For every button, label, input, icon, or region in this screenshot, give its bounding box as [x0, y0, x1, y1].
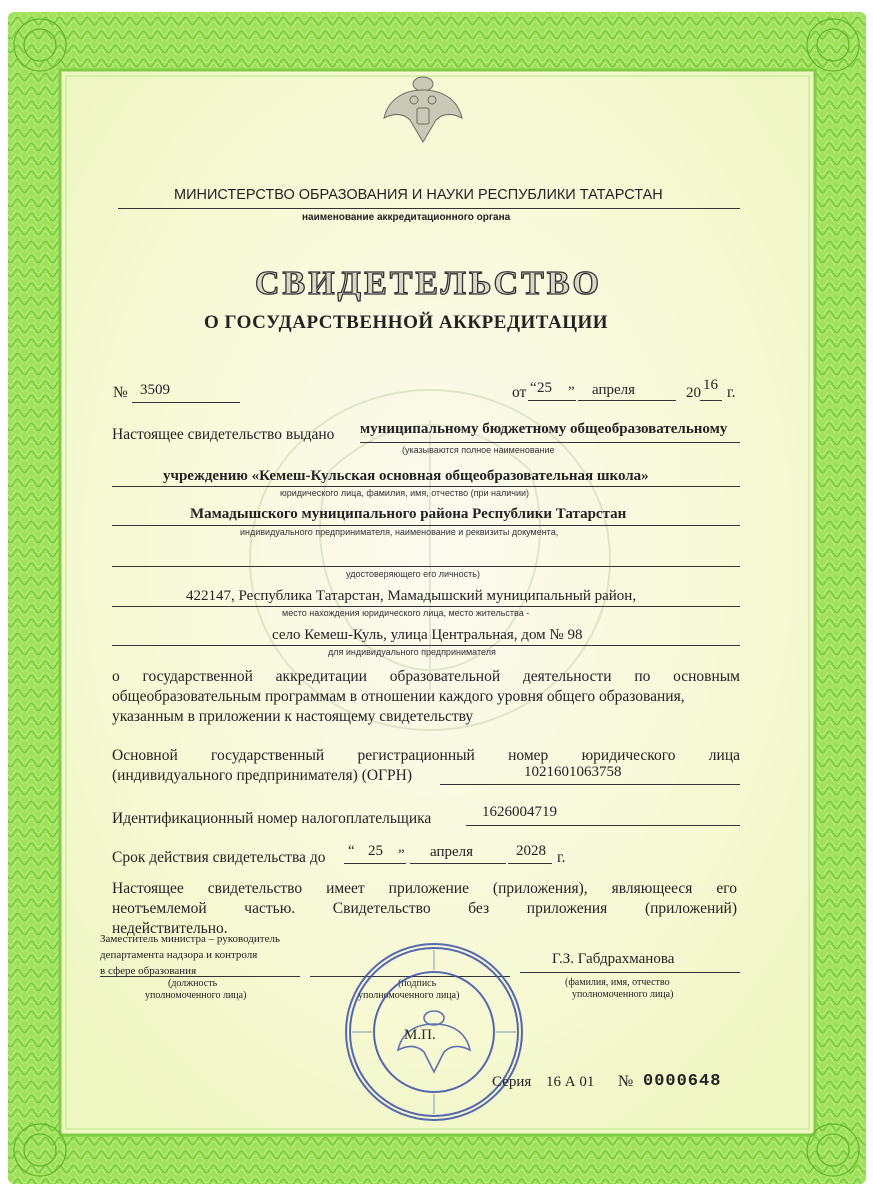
- validity-day-underline: [344, 863, 406, 864]
- address-underline-1: [112, 606, 740, 607]
- validity-day: 25: [368, 843, 383, 859]
- purpose-line-1: о государственной аккредитации образовательной деятельности по основным: [112, 668, 740, 685]
- position-underline: [100, 976, 300, 977]
- inn-value: 1626004719: [482, 804, 557, 820]
- appendix-line-2: неотъемлемой частью. Свидетельство без приложения (приложений): [112, 900, 737, 917]
- year-unit: г.: [727, 384, 736, 401]
- issuing-organ: МИНИСТЕРСТВО ОБРАЗОВАНИЯ И НАУКИ РЕСПУБЛИКИ ТАТАРСТАН: [174, 187, 663, 203]
- signer-position-2: департамента надзора и контроля: [100, 949, 258, 961]
- document-title: СВИДЕТЕЛЬСТВО: [255, 265, 602, 302]
- recipient-underline-2: [112, 486, 740, 487]
- series-number: 0000648: [643, 1072, 722, 1091]
- recipient-line-2: учреждению «Кемеш-Кульская основная общеобразовательная школа»: [163, 468, 649, 484]
- date-quote-open: “: [530, 380, 537, 396]
- validity-quote-close: ”: [398, 847, 405, 863]
- purpose-line-2: общеобразовательным программам в отношении каждого уровня общего образования,: [112, 688, 685, 705]
- ogrn-value: 1021601063758: [524, 764, 622, 780]
- recipient-underline-1: [360, 442, 740, 443]
- date-quote-close: ”: [568, 384, 575, 400]
- day-underline: [528, 400, 576, 401]
- recipient-line-1: муниципальному бюджетному общеобразовательному: [360, 421, 728, 437]
- validity-quote-open: “: [348, 843, 355, 859]
- name-underline: [520, 972, 740, 973]
- signer-position-1: Заместитель министра – руководитель: [100, 933, 280, 945]
- signer-position-3: в сфере образования: [100, 965, 197, 977]
- series-value: 16 А 01: [546, 1074, 595, 1090]
- position-caption-1: (должность: [168, 978, 218, 989]
- address-caption-2: для индивидуального предпринимателя: [328, 647, 496, 657]
- recipient-caption-2: юридического лица, фамилия, имя, отчество (при наличии): [280, 488, 530, 498]
- inn-label: Идентификационный номер налогоплательщика: [112, 810, 432, 827]
- validity-month-underline: [410, 863, 506, 864]
- validity-unit: г.: [557, 849, 566, 866]
- inn-underline: [466, 825, 740, 826]
- date-from-label: от: [512, 384, 527, 401]
- number-label: №: [113, 384, 128, 401]
- signature-caption-2: уполномоченного лица): [358, 990, 460, 1001]
- issued-to-label: Настоящее свидетельство выдано: [112, 426, 335, 443]
- coat-of-arms-icon: [378, 70, 468, 150]
- organ-underline: [118, 208, 740, 209]
- month-underline: [578, 400, 676, 401]
- validity-year-underline: [508, 863, 552, 864]
- address-line-2: село Кемеш-Куль, улица Центральная, дом № 98: [272, 627, 583, 643]
- purpose-line-3: указанным в приложении к настоящему свидетельству: [112, 708, 474, 725]
- name-caption-1: (фамилия, имя, отчество: [565, 977, 670, 988]
- appendix-line-1: Настоящее свидетельство имеет приложение (приложения), являющееся его: [112, 880, 737, 897]
- validity-label: Срок действия свидетельства до: [112, 849, 326, 866]
- series-number-label: №: [618, 1073, 634, 1090]
- number-underline: [132, 402, 240, 403]
- address-caption-1: место нахождения юридического лица, место жительства -: [282, 608, 530, 618]
- issue-year-prefix: 20: [686, 385, 701, 401]
- address-underline-2: [112, 645, 740, 646]
- organ-caption: наименование аккредитационного органа: [302, 212, 511, 223]
- appendix-line-3: недействительно.: [112, 920, 228, 937]
- validity-year: 2028: [516, 843, 546, 859]
- ogrn-label: (индивидуального предпринимателя) (ОГРН): [112, 767, 413, 784]
- recipient-underline-3: [112, 525, 740, 526]
- ogrn-line-1: Основной государственный регистрационный номер юридического лица: [112, 747, 740, 764]
- recipient-caption-3: индивидуального предпринимателя, наименование и реквизиты документа,: [240, 527, 559, 537]
- certificate-number: 3509: [140, 382, 170, 398]
- signer-name: Г.З. Габдрахманова: [552, 951, 675, 967]
- recipient-line-3: Мамадышского муниципального района Республики Татарстан: [190, 506, 627, 522]
- series-label: Серия: [492, 1074, 532, 1090]
- blank-underline: [112, 566, 740, 567]
- recipient-caption-1: (указываются полное наименование: [402, 445, 555, 455]
- address-line-1: 422147, Республика Татарстан, Мамадышский муниципальный район,: [186, 588, 637, 604]
- issue-day: 25: [537, 380, 552, 396]
- recipient-caption-4: удостоверяющего его личность): [346, 569, 480, 579]
- position-caption-2: уполномоченного лица): [145, 990, 247, 1001]
- issue-month: апреля: [592, 382, 636, 398]
- signature-caption-1: (подпись: [398, 978, 437, 989]
- validity-month: апреля: [430, 844, 474, 860]
- ogrn-underline: [440, 784, 740, 785]
- document-subtitle: О ГОСУДАРСТВЕННОЙ АККРЕДИТАЦИИ: [204, 312, 609, 333]
- seal-place-label: М.П.: [404, 1027, 436, 1043]
- year-underline: [700, 400, 722, 401]
- name-caption-2: уполномоченного лица): [572, 989, 674, 1000]
- issue-year-suffix: 16: [703, 377, 718, 393]
